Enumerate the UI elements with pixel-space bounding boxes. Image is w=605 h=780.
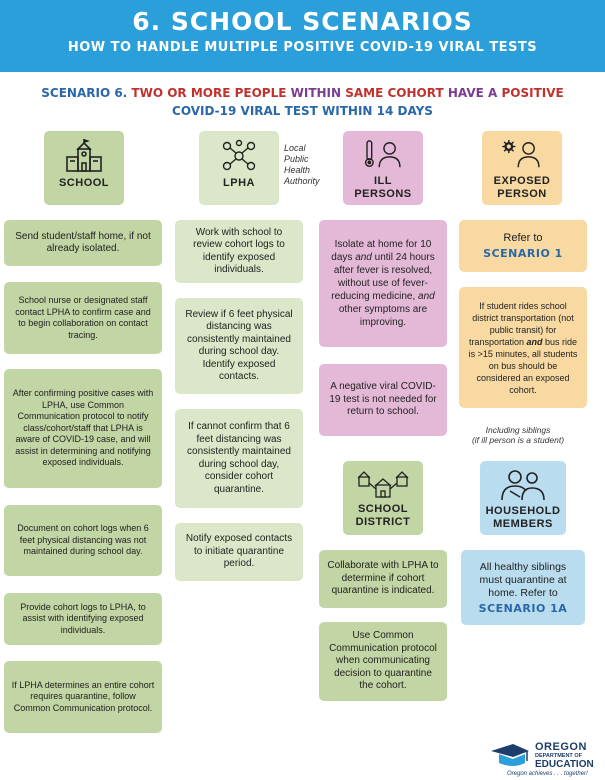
lpha-note-line: Health	[284, 165, 311, 175]
school-district-header	[343, 461, 423, 535]
school-step-2: School nurse or designated staff contact LPHA to confirm case and to begin collaboration on contact tracing.	[4, 282, 162, 354]
page-subtitle: HOW TO HANDLE MULTIPLE POSITIVE COVID-19 VIRAL TESTS	[67, 40, 538, 55]
school-header	[44, 131, 124, 205]
logo-line2: DEPARTMENT OF	[535, 753, 582, 759]
scenario-phrase-cohort: SAME COHORT	[345, 86, 444, 100]
lpha-step-3: If cannot confirm that 6 feet distancing was consistently maintained during school day, consider cohort quarantine.	[175, 409, 303, 508]
exposed-refer-box	[459, 220, 587, 272]
exposed-bus-and: and	[526, 336, 543, 347]
exposed-bus-part: bus ride is >15 minutes, all students on bus should be considered an exposed cohort.	[468, 336, 578, 395]
ill-isolate-part: Isolate at home for 10 days	[331, 239, 432, 263]
school-step-5: Provide cohort logs to LPHA, to assist with identifying exposed individuals.	[4, 593, 162, 645]
school-district-label	[356, 503, 411, 529]
household-label-line2: MEMBERS	[493, 518, 553, 530]
school-step-4: Document on cohort logs when 6 feet physical distancing was not maintained during school day.	[4, 505, 162, 576]
school-step-1: Send student/staff home, if not already isolated.	[4, 220, 162, 266]
scenario-phrase-test: COVID-19 VIRAL TEST WITHIN 14 DAYS	[172, 104, 433, 118]
ill-persons-header	[343, 131, 423, 205]
ill-isolate-box	[319, 220, 447, 347]
ill-label-line2: PERSONS	[354, 188, 412, 200]
exposed-bus-box	[459, 287, 587, 408]
lpha-note-line: Authority	[284, 176, 320, 186]
household-members-icon	[500, 469, 546, 501]
household-quarantine-text: All healthy siblings must quarantine at home. Refer to	[479, 560, 567, 599]
logo-tagline: Oregon achieves . . . together!	[507, 771, 588, 777]
ill-persons-label	[354, 175, 411, 201]
exposed-person-header	[482, 131, 562, 205]
district-label-line2: DISTRICT	[355, 516, 411, 528]
scenario-heading	[20, 84, 585, 120]
household-quarantine-box	[461, 550, 585, 625]
lpha-definition	[284, 143, 320, 187]
siblings-note-line1: Including siblings	[485, 425, 551, 435]
page-title: 6. SCHOOL SCENARIOS	[132, 7, 473, 36]
school-step-3: After confirming positive cases with LPHA, use Common Communication protocol to notify class/cohort/staff that LPHA is aware of COVID-19 case, and will assist in determining and notifying exposed individuals.	[4, 369, 162, 488]
lpha-step-1: Work with school to review cohort logs to identify exposed individuals.	[175, 220, 303, 283]
scenario-phrase-people: TWO OR MORE PEOPLE	[131, 86, 287, 100]
virus-network-icon	[219, 139, 259, 173]
lpha-note-line: Public	[284, 154, 309, 164]
school-label: SCHOOL	[58, 177, 110, 189]
scenario-1a-link[interactable]: SCENARIO 1A	[478, 601, 568, 615]
scenario-phrase-positive: POSITIVE	[501, 86, 564, 100]
ill-label-line1: ILL	[373, 175, 392, 187]
lpha-note-line: Local	[284, 143, 306, 153]
exposed-bus-part: If student rides school district transportation (not public transit) for transportation	[468, 300, 574, 347]
ill-isolate-and: and	[418, 291, 435, 302]
lpha-header	[199, 131, 279, 205]
household-members-label	[486, 505, 561, 531]
district-step-2: Use Common Communication protocol when communicating decision to quarantine the cohort.	[319, 622, 447, 701]
school-district-icon	[357, 469, 409, 499]
siblings-note-line2: (if ill person is a student)	[471, 435, 565, 445]
thermometer-person-icon	[361, 139, 405, 171]
ill-isolate-part: until 24 hours after fever is resolved, without use of fever-reducing medicine,	[331, 252, 435, 302]
ill-isolate-text	[326, 238, 440, 329]
exposed-refer-text: Refer to	[503, 232, 543, 244]
exposed-label-line1: EXPOSED	[493, 175, 551, 187]
ill-negative-test-box: A negative viral COVID-19 test is not needed for return to school.	[319, 364, 447, 436]
scenario-number: SCENARIO 6.	[41, 86, 128, 100]
logo-line3: EDUCATION	[535, 759, 594, 770]
school-building-icon	[64, 139, 104, 173]
lpha-step-4: Notify exposed contacts to initiate quarantine period.	[175, 523, 303, 581]
household-label-line1: HOUSEHOLD	[485, 505, 561, 517]
district-step-1: Collaborate with LPHA to determine if cohort quarantine is indicated.	[319, 550, 447, 608]
school-step-6: If LPHA determines an entire cohort requires quarantine, follow Common Communication protocol.	[4, 661, 162, 733]
exposed-person-label	[494, 175, 551, 201]
scenario-1-link[interactable]: SCENARIO 1	[483, 246, 563, 260]
siblings-note	[458, 425, 578, 445]
district-label-line1: SCHOOL	[357, 503, 409, 515]
header-banner	[0, 0, 605, 72]
exposed-bus-text	[466, 300, 580, 396]
ill-isolate-part: other symptoms are improving.	[338, 304, 428, 328]
exposed-label-line2: PERSON	[497, 188, 547, 200]
oregon-education-logo	[487, 741, 599, 777]
lpha-label: LPHA	[223, 177, 255, 189]
household-members-header	[480, 461, 566, 535]
virus-person-icon	[500, 139, 544, 171]
ill-isolate-and: and	[355, 252, 372, 263]
scenario-phrase-within: WITHIN	[290, 86, 342, 100]
logo-line1: OREGON	[535, 741, 587, 753]
scenario-phrase-have: HAVE A	[447, 86, 498, 100]
graduation-cap-icon	[487, 741, 531, 771]
lpha-step-2: Review if 6 feet physical distancing was consistently maintained during school day. Identify exposed contacts.	[175, 298, 303, 394]
